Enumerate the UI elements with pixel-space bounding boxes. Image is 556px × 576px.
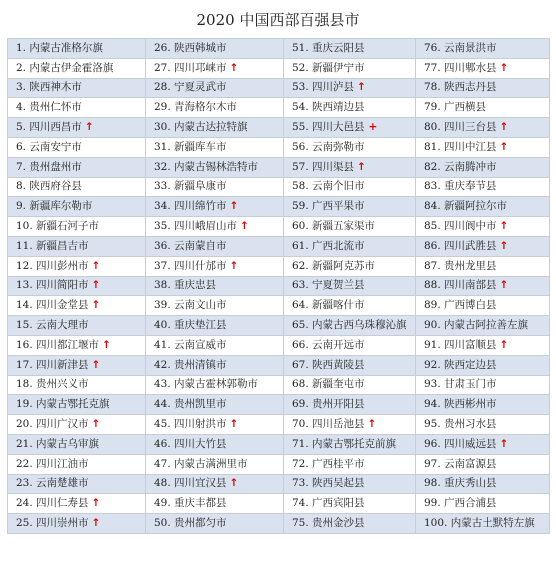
table-cell <box>8 256 146 276</box>
county-name: 12. 四川彭州市 <box>16 259 89 272</box>
table-row <box>8 236 550 256</box>
table-cell <box>146 434 284 454</box>
red-up-arrow-icon: ↑ <box>91 418 101 431</box>
table-cell <box>8 474 146 494</box>
table-cell <box>416 296 550 316</box>
table-cell <box>284 197 416 217</box>
county-name: 7. 贵州盘州市 <box>16 160 82 173</box>
red-cross-icon: + <box>368 121 378 134</box>
county-name: 81. 四川中江县 <box>424 140 497 153</box>
table-row <box>8 256 550 276</box>
table-cell <box>284 316 416 336</box>
county-name: 77. 四川郫水县 <box>424 61 497 74</box>
table-cell <box>284 217 416 237</box>
table-cell <box>416 474 550 494</box>
red-up-arrow-icon: ↑ <box>229 477 239 490</box>
county-name: 99. 广西合浦县 <box>424 497 497 510</box>
county-name: 57. 四川渠县 <box>292 160 355 173</box>
county-name: 76. 云南景洪市 <box>424 41 497 54</box>
table-cell <box>416 415 550 435</box>
county-name: 40. 重庆垫江县 <box>154 319 227 332</box>
red-up-arrow-icon: ↑ <box>240 220 249 233</box>
county-name: 9. 新疆库尔勒市 <box>16 200 93 213</box>
county-name: 63. 宁夏贺兰县 <box>292 279 365 292</box>
table-cell <box>416 514 550 534</box>
table-cell <box>8 296 146 316</box>
county-name: 4. 贵州仁怀市 <box>16 101 82 114</box>
county-name: 50. 贵州都匀市 <box>154 517 227 530</box>
table-row <box>8 474 550 494</box>
county-name: 58. 云南个旧市 <box>292 180 365 193</box>
red-up-arrow-icon: ↑ <box>367 418 377 431</box>
table-row <box>8 494 550 514</box>
table-row <box>8 335 550 355</box>
table-cell <box>284 494 416 514</box>
county-name: 82. 云南腾冲市 <box>424 160 497 173</box>
table-cell <box>146 98 284 118</box>
table-row <box>8 39 550 59</box>
table-cell <box>416 454 550 474</box>
county-name: 44. 贵州凯里市 <box>154 398 227 411</box>
county-name: 64. 新疆喀什市 <box>292 299 365 312</box>
table-row <box>8 197 550 217</box>
red-up-arrow-icon: ↑ <box>499 437 509 450</box>
county-name: 22. 四川江油市 <box>16 457 89 470</box>
county-name: 87. 贵州龙里县 <box>424 259 497 272</box>
county-name: 51. 重庆云阳县 <box>292 41 365 54</box>
county-name: 74. 广西宾阳县 <box>292 497 365 510</box>
table-cell <box>416 217 550 237</box>
red-up-arrow-icon: ↑ <box>499 338 509 351</box>
table-cell <box>146 296 284 316</box>
table-cell <box>146 474 284 494</box>
table-cell <box>416 375 550 395</box>
county-name: 100. 内蒙古土默特左旗 <box>424 517 535 530</box>
red-up-arrow-icon: ↑ <box>499 279 509 292</box>
county-name: 45. 四川射洪市 <box>154 418 227 431</box>
county-name: 1. 内蒙古准格尔旗 <box>16 41 103 54</box>
county-name: 30. 内蒙古达拉特旗 <box>154 121 248 134</box>
table-cell <box>8 177 146 197</box>
county-name: 71. 内蒙古鄂托克前旗 <box>292 437 397 450</box>
table-cell <box>146 415 284 435</box>
county-name: 38. 重庆忠县 <box>154 279 217 292</box>
table-cell <box>416 78 550 98</box>
table-cell <box>284 454 416 474</box>
table-cell <box>146 236 284 256</box>
red-up-arrow-icon: ↑ <box>91 358 101 371</box>
red-up-arrow-icon: ↑ <box>499 121 509 134</box>
county-name: 70. 四川岳池县 <box>292 418 365 431</box>
table-row <box>8 434 550 454</box>
county-name: 52. 新疆伊宁市 <box>292 61 365 74</box>
page-title: 2020 中国西部百强县市 <box>196 11 360 29</box>
table-cell <box>146 58 284 78</box>
county-name: 66. 云南开远市 <box>292 338 365 351</box>
table-cell <box>416 434 550 454</box>
table-cell <box>8 494 146 514</box>
county-name: 49. 重庆丰都县 <box>154 497 227 510</box>
table-cell <box>284 157 416 177</box>
red-up-arrow-icon: ↑ <box>84 121 94 134</box>
county-name: 25. 四川崇州市 <box>16 517 89 530</box>
county-name: 90. 内蒙古阿拉善左旗 <box>424 319 529 332</box>
table-cell <box>284 78 416 98</box>
table-cell <box>146 118 284 138</box>
county-name: 94. 陕西彬州市 <box>424 398 497 411</box>
county-name: 28. 宁夏灵武市 <box>154 81 227 94</box>
county-name: 60. 新疆五家渠市 <box>292 220 376 233</box>
county-name: 65. 内蒙古西乌珠穆沁旗 <box>292 319 407 332</box>
table-row <box>8 296 550 316</box>
table-row <box>8 217 550 237</box>
table-row <box>8 454 550 474</box>
table-row <box>8 98 550 118</box>
county-name: 36. 云南蒙自市 <box>154 239 227 252</box>
county-name: 37. 四川什邡市 <box>154 259 227 272</box>
table-cell <box>284 118 416 138</box>
table-cell <box>284 39 416 59</box>
table-cell <box>146 276 284 296</box>
table-cell <box>284 296 416 316</box>
county-name: 13. 四川简阳市 <box>16 279 89 292</box>
table-cell <box>8 415 146 435</box>
table-cell <box>146 197 284 217</box>
county-name: 8. 陕西府谷县 <box>16 180 82 193</box>
red-up-arrow-icon: ↑ <box>229 200 239 213</box>
table-cell <box>284 434 416 454</box>
county-name: 61. 广西北流市 <box>292 239 365 252</box>
county-name: 15. 云南大理市 <box>16 319 89 332</box>
table-cell <box>284 335 416 355</box>
table-cell <box>8 355 146 375</box>
table-cell <box>8 454 146 474</box>
table-cell <box>146 316 284 336</box>
county-name: 89. 广西博白县 <box>424 299 497 312</box>
table-cell <box>416 58 550 78</box>
table-cell <box>284 177 416 197</box>
county-name: 20. 四川广汉市 <box>16 418 89 431</box>
table-cell <box>416 395 550 415</box>
table-row <box>8 137 550 157</box>
red-up-arrow-icon: ↑ <box>91 517 101 530</box>
red-up-arrow-icon: ↑ <box>91 279 101 292</box>
table-row <box>8 157 550 177</box>
table-cell <box>416 316 550 336</box>
table-cell <box>8 98 146 118</box>
table-cell <box>8 78 146 98</box>
table-cell <box>416 157 550 177</box>
county-name: 32. 内蒙古锡林浩特市 <box>154 160 259 173</box>
county-name: 69. 贵州开阳县 <box>292 398 365 411</box>
table-cell <box>146 157 284 177</box>
table-cell <box>146 355 284 375</box>
table-row <box>8 395 550 415</box>
table-cell <box>8 514 146 534</box>
county-name: 88. 四川南部县 <box>424 279 497 292</box>
county-name: 39. 云南文山市 <box>154 299 227 312</box>
red-up-arrow-icon: ↑ <box>229 418 239 431</box>
county-name: 43. 内蒙古霍林郭勒市 <box>154 378 259 391</box>
table-cell <box>284 415 416 435</box>
table-cell <box>8 236 146 256</box>
county-name: 85. 四川阆中市 <box>424 220 497 233</box>
county-name: 53. 四川泸县 <box>292 81 355 94</box>
county-name: 3. 陕西神木市 <box>16 81 82 94</box>
red-up-arrow-icon: ↑ <box>229 259 239 272</box>
table-cell <box>8 316 146 336</box>
county-name: 33. 新疆阜康市 <box>154 180 227 193</box>
table-cell <box>416 177 550 197</box>
table-cell <box>146 256 284 276</box>
county-name: 19. 内蒙古鄂托克旗 <box>16 398 110 411</box>
county-name: 54. 陕西靖边县 <box>292 101 365 114</box>
county-name: 84. 新疆阿拉尔市 <box>424 200 508 213</box>
county-name: 80. 四川三台县 <box>424 121 497 134</box>
county-name: 48. 四川宜汉县 <box>154 477 227 490</box>
table-cell <box>416 494 550 514</box>
table-cell <box>416 39 550 59</box>
county-name: 11. 新疆昌吉市 <box>16 239 89 252</box>
table-cell <box>416 236 550 256</box>
table-cell <box>284 514 416 534</box>
table-cell <box>284 395 416 415</box>
table-cell <box>284 276 416 296</box>
county-name: 68. 新疆奎屯市 <box>292 378 365 391</box>
county-name: 16. 四川都江堰市 <box>16 338 100 351</box>
red-up-arrow-icon: ↑ <box>499 61 509 74</box>
county-name: 79. 广西横县 <box>424 101 487 114</box>
table-cell <box>8 197 146 217</box>
county-name: 17. 四川新津县 <box>16 358 89 371</box>
county-name: 91. 四川富顺县 <box>424 338 497 351</box>
county-name: 46. 四川大竹县 <box>154 437 227 450</box>
county-name: 59. 广西平果市 <box>292 200 365 213</box>
table-cell <box>146 375 284 395</box>
red-up-arrow-icon: ↑ <box>499 140 509 153</box>
table-cell <box>146 494 284 514</box>
table-cell <box>416 335 550 355</box>
county-name: 5. 四川西昌市 <box>16 121 82 134</box>
county-name: 27. 四川邛崃市 <box>154 61 227 74</box>
table-cell <box>146 137 284 157</box>
table-cell <box>284 474 416 494</box>
table-cell <box>146 395 284 415</box>
table-row <box>8 316 550 336</box>
ranking-table <box>7 38 550 534</box>
county-name: 55. 四川大邑县 <box>292 121 365 134</box>
table-cell <box>8 434 146 454</box>
table-cell <box>146 335 284 355</box>
county-name: 62. 新疆阿克苏市 <box>292 259 376 272</box>
table-cell <box>416 118 550 138</box>
county-name: 34. 四川绵竹市 <box>154 200 227 213</box>
table-cell <box>146 217 284 237</box>
table-cell <box>8 118 146 138</box>
red-up-arrow-icon: ↑ <box>91 497 101 510</box>
red-up-arrow-icon: ↑ <box>357 160 366 173</box>
table-row <box>8 514 550 534</box>
county-name: 97. 云南富源县 <box>424 457 497 470</box>
county-name: 56. 云南弥勒市 <box>292 140 365 153</box>
county-name: 42. 贵州清镇市 <box>154 358 227 371</box>
table-cell <box>416 98 550 118</box>
county-name: 93. 甘肃玉门市 <box>424 378 497 391</box>
table-cell <box>416 137 550 157</box>
county-name: 24. 四川仁寿县 <box>16 497 89 510</box>
table-row <box>8 276 550 296</box>
red-up-arrow-icon: ↑ <box>357 81 366 94</box>
table-cell <box>284 256 416 276</box>
red-up-arrow-icon: ↑ <box>499 220 509 233</box>
county-name: 29. 青海格尔木市 <box>154 101 238 114</box>
county-name: 78. 陕西志丹县 <box>424 81 497 94</box>
county-name: 2. 内蒙古伊金霍洛旗 <box>16 61 114 74</box>
county-name: 95. 贵州习水县 <box>424 418 497 431</box>
county-name: 18. 贵州兴义市 <box>16 378 89 391</box>
table-cell <box>8 217 146 237</box>
county-name: 23. 云南楚雄市 <box>16 477 89 490</box>
table-cell <box>146 514 284 534</box>
table-cell <box>284 236 416 256</box>
table-row <box>8 58 550 78</box>
table-cell <box>8 395 146 415</box>
table-cell <box>8 375 146 395</box>
table-cell <box>146 454 284 474</box>
county-name: 31. 新疆库车市 <box>154 140 227 153</box>
county-name: 10. 新疆石河子市 <box>16 220 100 233</box>
county-name: 26. 陕西韩城市 <box>154 41 227 54</box>
table-row <box>8 415 550 435</box>
county-name: 6. 云南安宁市 <box>16 140 82 153</box>
table-cell <box>8 335 146 355</box>
county-name: 72. 广西桂平市 <box>292 457 365 470</box>
county-name: 35. 四川峨眉山市 <box>154 220 238 233</box>
county-name: 92. 陕西定边县 <box>424 358 497 371</box>
county-name: 47. 内蒙古满洲里市 <box>154 457 248 470</box>
county-name: 96. 四川威远县 <box>424 437 497 450</box>
county-name: 67. 陕西黄陵县 <box>292 358 365 371</box>
table-row <box>8 375 550 395</box>
table-row <box>8 118 550 138</box>
table-cell <box>284 58 416 78</box>
red-up-arrow-icon: ↑ <box>499 239 509 252</box>
table-cell <box>8 137 146 157</box>
county-name: 41. 云南宣威市 <box>154 338 227 351</box>
county-name: 83. 重庆奉节县 <box>424 180 497 193</box>
table-cell <box>8 39 146 59</box>
table-cell <box>416 256 550 276</box>
table-cell <box>416 276 550 296</box>
red-up-arrow-icon: ↑ <box>229 61 239 74</box>
county-name: 21. 内蒙古乌审旗 <box>16 437 100 450</box>
red-up-arrow-icon: ↑ <box>91 299 101 312</box>
table-cell <box>284 355 416 375</box>
table-cell <box>8 58 146 78</box>
red-up-arrow-icon: ↑ <box>91 259 101 272</box>
county-name: 73. 陕西吴起县 <box>292 477 365 490</box>
table-row <box>8 78 550 98</box>
table-cell <box>416 355 550 375</box>
table-cell <box>284 137 416 157</box>
red-up-arrow-icon: ↑ <box>102 338 111 351</box>
table-cell <box>8 276 146 296</box>
county-name: 98. 重庆秀山县 <box>424 477 497 490</box>
county-name: 86. 四川武胜县 <box>424 239 497 252</box>
table-cell <box>284 98 416 118</box>
table-cell <box>284 375 416 395</box>
table-cell <box>146 177 284 197</box>
county-name: 75. 贵州金沙县 <box>292 517 365 530</box>
table-cell <box>146 39 284 59</box>
table-row <box>8 177 550 197</box>
county-name: 14. 四川金堂县 <box>16 299 89 312</box>
table-cell <box>416 197 550 217</box>
table-cell <box>8 157 146 177</box>
table-cell <box>146 78 284 98</box>
table-row <box>8 355 550 375</box>
